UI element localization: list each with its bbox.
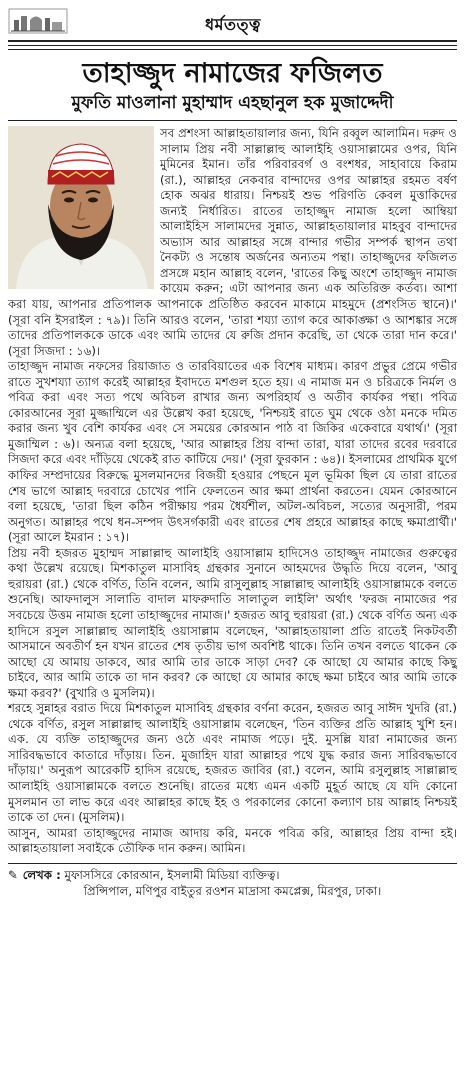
pen-icon: ✎ [8, 867, 18, 882]
section-title: ধর্মতত্ত্ব [205, 15, 261, 34]
article-title: তাহাজ্জুদ নামাজের ফজিলত [82, 58, 383, 89]
paragraph: আসুন, আমরা তাহাজ্জুদের নামাজ আদায় করি, মনকে পবিত্র করি, আল্লাহর প্রিয় বান্দা হই। আল্লাহতায়ালা সবাইকে তৌফিক দান করুন। আমিন। [8, 825, 457, 856]
paragraph: তাহাজ্জুদ নামাজ নফসের রিয়াজাত ও তারবিয়াতের এক বিশেষ মাধ্যম। কারণ প্রভুর প্রেমে গভীর রাতে সুখশয্যা ত্যাগ করেই আল্লাহর ইবাদতে মশগুল হতে হয়। এ নামাজ মন ও চরিত্রকে নির্মল ও পবিত্র করা এবং সত্য পথে অবিচল রাখার জন্য অপরিহার্য ও অতীব কার্যকর পন্থা। পবিত্র কোরআনের সূরা মুজ্জাম্মিলে এর উল্লেখ করা হয়েছে, 'নিশ্চয়ই রাতে ঘুম থেকে ওঠা মনকে দমিত করার জন্য খুব বেশি কার্যকর এবং সে সময়ের কোরআন পাঠ বা জিকির একেবারে যথার্থ।' (সূরা মুজাম্মিল : ৬)। অন্যত্র বলা হয়েছে, 'আর আল্লাহর প্রিয় বান্দা তারা, যারা তাদের রবের দরবারে সিজদা করে এবং দাঁড়িয়ে থেকেই রাত কাটিয়ে দেয়।' (সূরা ফুরকান : ৬৪)। ইসলামের প্রাথমিক যুগে কাফির সম্প্রদায়ের বিরুদ্ধে মুসলমানদের বিজয়ী হওয়ার পেছনে মূল ভূমিকা ছিল যে তারা রাতের শেষ ভাগে আল্লাহ দরবারে চোখের পানি ফেলতেন আর ক্ষমা প্রার্থনা করতেন। যেমন কোরআনে বলা হয়েছে, 'তারা ছিল কঠিন পরীক্ষায় পরম ধৈর্যশীল, অটল-অবিচল, সত্যের অনুসারী, পরম অনুগত। আল্লাহর পথে ধন-সম্পদ উৎসর্গকারী এবং রাতের শেষ প্রহরে আল্লাহর কাছে ক্ষমাপ্রার্থী।' (সূরা আলে ইমরান : ১৭)। [8, 359, 457, 545]
author-photo [8, 126, 154, 289]
writer-label: লেখক : [22, 867, 61, 882]
writer-affiliation: প্রিন্সিপাল, মণিপুর বাইতুর রওশন মাদ্রাসা কমপ্লেক্স, মিরপুর, ঢাকা। [83, 883, 382, 898]
divider [8, 45, 457, 50]
paragraph: প্রিয় নবী হজরত মুহাম্মদ সাল্লাল্লাহু আলাইহি ওয়াসাল্লাম হাদিসেও তাহাজ্জুদ নামাজের গুরুত্বের কথা উল্লেখ রয়েছে। মিশকাতুল মাসাবিহ গ্রন্থকার সুনানে আহমদের উদ্ধৃতি দিয়ে বলেন, 'আবু হুরায়রা (রা.) থেকে বর্ণিত, তিনি বলেন, আমি রাসুলুল্লাহ সাল্লাল্লাহু আলাইহি ওয়াসাল্লামকে বলতে শুনেছি। আফদালুস সালাতি বাদাল মাফরুদাতি সালাতুল লাইলি' অর্থাৎ 'ফরজ নামাজের পর সবচেয়ে উত্তম নামাজ হলো তাহাজ্জুদের নামাজ।' হজরত আবু হুরায়রা (রা.) থেকে বর্ণিত অন্য এক হাদিসে রসুল সাল্লাল্লাহু আলাইহি ওয়াসাল্লাম বলেছেন, 'আল্লাহতায়ালা প্রতি রাতেই নিকটবর্তী আসমানে অবতীর্ণ হন যখন রাতের শেষ তৃতীয় ভাগ অবশিষ্ট থাকে। তিনি তখন বলতে থাকেন কে আছো যে আমায় ডাকবে, আর আমি তার ডাকে সাড়া দেব? কে আছো যে আমার কাছে কিছু চাইবে, আর আমি তাকে তা দান করব? কে আছো যে আমার কাছে ক্ষমা চাইবে আর আমি তাকে ক্ষমা করব?' (বুখারি ও মুসলিম)। [8, 545, 457, 700]
header-bar [8, 6, 457, 42]
page [8, 6, 457, 1086]
writer-credit-text: মুফাসসিরে কোরআন, ইসলামী মিডিয়া ব্যক্তিত্ব। [64, 867, 280, 882]
paragraph: শরহে সুন্নাহর বরাত দিয়ে মিশকাতুল মাসাবিহ গ্রন্থকার বর্ণনা করেন, হজরত আবু সাঈদ খুদরি (রা.) থেকে বর্ণিত, রসুল সাল্লাল্লাহু আলাইহি ওয়াসাল্লাম বলেছেন, 'তিন ব্যক্তির প্রতি আল্লাহ খুশি হন। এক. যে ব্যক্তি তাহাজ্জুদের জন্য ওঠে এবং নামাজ পড়ে। দুই. মুসল্লি যারা নামাজের জন্য সারিবদ্ধভাবে কাতারে দাঁড়ায়। তিন. মুজাহিদ যারা আল্লাহর পথে যুদ্ধ করার জন্য সারিবদ্ধভাবে দাঁড়ায়।' অনুরূপ আরেকটি হাদিস রয়েছে, হজরত জাবির (রা.) বলেন, আমি রসুলুল্লাহ সাল্লাল্লাহু আলাইহি ওয়াসাল্লামকে বলতে শুনেছি। রাতের মধ্যে এমন একটি মুহূর্ত আছে যে যদি কোনো মুসলমান তা লাভ করে এবং আল্লাহর কাছে ইহ ও পরকালের কোনো কল্যাণ চায় আল্লাহ নিশ্চয়ই তাকে তা দেন। (মুসলিম)। [8, 701, 457, 825]
article-body [8, 126, 457, 857]
article-author: মুফতি মাওলানা মুহাম্মাদ এহছানুল হক মুজাদ্দেদী [8, 92, 457, 121]
paragraph: সব প্রশংসা আল্লাহতায়ালার জন্য, যিনি রব্বুল আলামিন। দরুদ ও সালাম প্রিয় নবী সাল্লাল্লাহু আলাইহি ওয়াসাল্লামের ওপর, যিনি মুমিনের ইমান। তাঁর পরিবারবর্গ ও বংশধর, সাহাবায়ে কিরাম (রা.), আল্লাহর নেকবার বান্দাদের ওপর আল্লাহর রহমত বর্ষণ হোক অঝর ধারায়। নিশ্চয়ই শুভ পরিণতি কেবল মুত্তাকিদের জন্যই নির্ধারিত। রাতের তাহাজ্জুদ নামাজ হলো আম্বিয়া আলাইহিস সালামদের সুন্নাত, আল্লাহতায়ালার মাহবুব বান্দাদের অভ্যাস আর আল্লাহর সঙ্গে বান্দার গভীর সম্পর্ক স্থাপন তথা নৈকট্য ও সন্তোষ অর্জনের অন্যতম পন্থা। তাহাজ্জুদের ফজিলত প্রসঙ্গে মহান আল্লাহ বলেন, 'রাতের কিছু অংশে তাহাজ্জুদ নামাজ কায়েম করুন; এটা আপনার জন্য এক অতিরিক্ত কর্তব্য। আশা করা যায়, আপনার প্রতিপালক আপনাকে প্রতিষ্ঠিত করবেন মাকামে মাহমুদে (প্রশংসিত স্থানে)।' (সূরা বনি ইসরাইল : ৭৯)। তিনি আরও বলেন, 'তারা শয্যা ত্যাগ করে আকাঙ্ক্ষা ও আশঙ্কার সঙ্গে তাদের প্রতিপালককে ডাকে এবং আমি তাদের যে রুজি প্রদান করেছি, তা থেকে তারা দান করে।' (সূরা সিজদা : ১৬)। [8, 126, 457, 358]
writer-credit [8, 863, 457, 899]
newspaper-logo-icon [8, 8, 68, 34]
